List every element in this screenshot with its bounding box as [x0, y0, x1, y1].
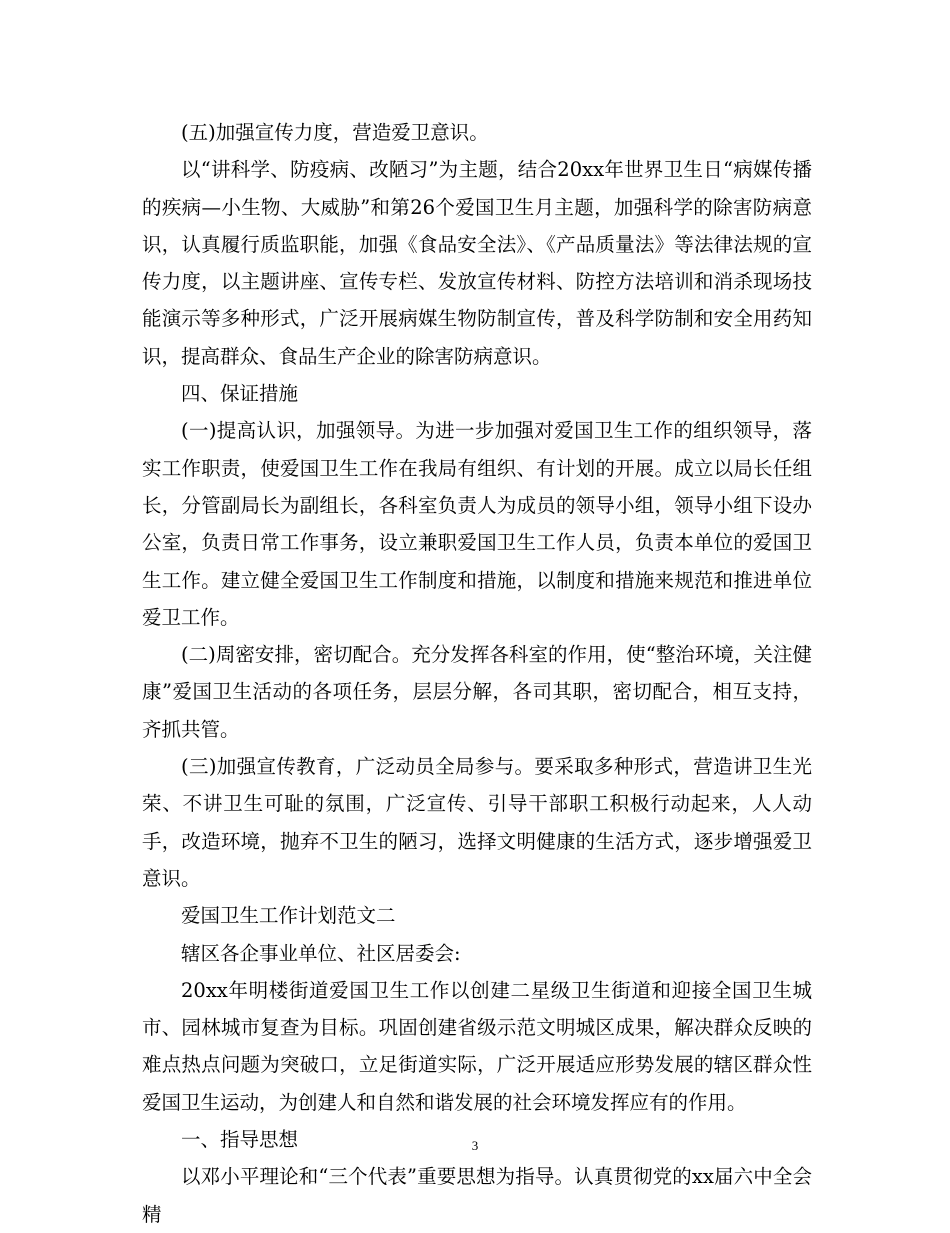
- paragraph-education: (三)加强宣传教育，广泛动员全局参与。要采取多种形式，营造讲卫生光荣、不讲卫生可耻的氛围，广泛宣传、引导干部职工积极行动起来，人人动手，改造环境，抛弃不卫生的陋习，选择文明健康的生活方式，逐步增强爱卫意识。: [142, 755, 812, 890]
- paragraph-salutation: 辖区各企事业单位、社区居委会:: [181, 941, 461, 965]
- paragraph-leadership: (一)提高认识，加强领导。为进一步加强对爱国卫生工作的组织领导，落实工作职责，使爱国卫生工作在我局有组织、有计划的开展。成立以局长任组长，分管副局长为副组长，各科室负责人为成员的领导小组，领导小组下设办公室，负责日常工作事务，设立兼职爱国卫生工作人员，负责本单位的爱国卫生工作。建立健全爱国卫生工作制度和措施，以制度和措施来规范和推进单位爱卫工作。: [142, 419, 812, 629]
- paragraph-guiding-thought-heading: 一、指导思想: [181, 1128, 299, 1152]
- paragraph-guiding-thought: 以邓小平理论和“三个代表”重要思想为指导。认真贯彻党的xx届六中全会精: [142, 1165, 812, 1226]
- paragraph-sample-two-title: 爱国卫生工作计划范文二: [181, 904, 396, 928]
- paragraph-section-5-heading: (五)加强宣传力度，营造爱卫意识。: [181, 121, 489, 144]
- paragraph-measures-heading: 四、保证措施: [181, 382, 299, 406]
- page-number: 3: [471, 1138, 479, 1153]
- paragraph-coordination: (二)周密安排，密切配合。充分发挥各科室的作用，使“整治环境，关注健康”爱国卫生活动的各项任务，层层分解，各司其职，密切配合，相互支持，齐抓共管。: [142, 643, 812, 741]
- document-body: [142, 114, 812, 1233]
- paragraph-publicity: 以“讲科学、防疫病、改陋习”为主题，结合20xx年世界卫生日“病媒传播的疾病—小生物、大威胁”和第26个爱国卫生月主题，加强科学的除害防病意识，认真履行质监职能，加强《食品安全法》、《产品质量法》等法律法规的宣传力度，以主题讲座、宣传专栏、发放宣传材料、防控方法培训和消杀现场技能演示等多种形式，广泛开展病媒生物防制宣传，普及科学防制和安全用药知识，提高群众、食品生产企业的除害防病意识。: [142, 158, 812, 368]
- paragraph-goals: 20xx年明楼街道爱国卫生工作以创建二星级卫生街道和迎接全国卫生城市、园林城市复查为目标。巩固创建省级示范文明城区成果，解决群众反映的难点热点问题为突破口，立足街道实际，广泛开展适应形势发展的辖区群众性爱国卫生运动，为创建人和自然和谐发展的社会环境发挥应有的作用。: [142, 978, 812, 1114]
